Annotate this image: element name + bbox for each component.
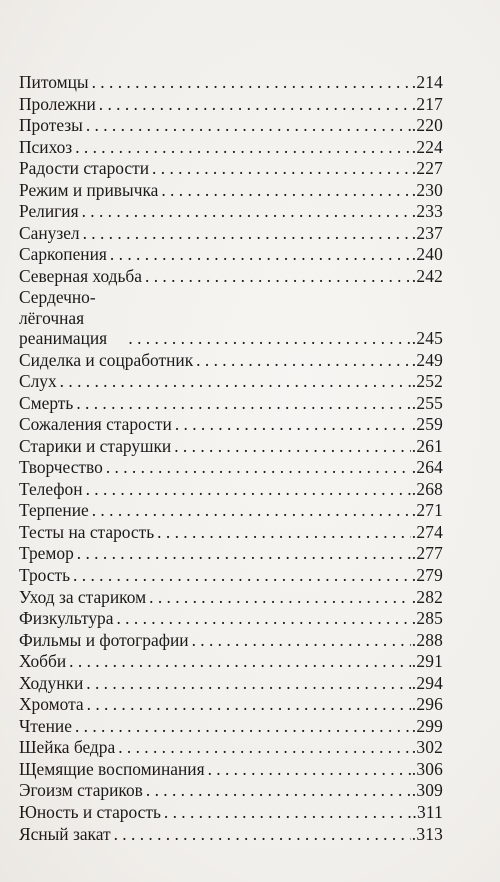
toc-entry-radosti-starosti bbox=[19, 158, 443, 179]
toc-entry-fizkultura bbox=[19, 608, 443, 629]
toc-entry-prolezhni bbox=[19, 94, 443, 115]
toc-entry-terpenie bbox=[19, 500, 443, 521]
toc-entry-sozhaleniya-starosti bbox=[19, 414, 443, 435]
toc-entry-title: Ясный закат bbox=[19, 823, 111, 844]
toc-entry-page: .224 bbox=[411, 136, 443, 157]
toc-entry-title: Смерть bbox=[19, 392, 74, 413]
dot-leader bbox=[152, 158, 411, 179]
dot-leader bbox=[106, 457, 411, 478]
toc-entry-title: Режим и привычка bbox=[19, 179, 159, 200]
toc-entry-sidelka-i-sotsrabotnik bbox=[19, 350, 443, 371]
toc-entry-trost bbox=[19, 565, 443, 586]
dot-leader bbox=[75, 137, 411, 158]
toc-entry-title: Религия bbox=[19, 201, 79, 222]
toc-entry-page: .259 bbox=[411, 414, 443, 435]
toc-entry-title: Сиделка и соцработник bbox=[19, 349, 194, 370]
toc-entry-title: Протезы bbox=[19, 115, 83, 136]
toc-entry-serdechno-legochnaya-reanimatsiya bbox=[19, 287, 443, 349]
table-of-contents bbox=[19, 72, 443, 845]
toc-entry-title: Юность и старость bbox=[19, 802, 161, 822]
dot-leader bbox=[145, 266, 411, 287]
toc-entry-page: .249 bbox=[411, 349, 443, 370]
toc-entry-page: .245 bbox=[411, 328, 443, 349]
toc-entry-page: .311 bbox=[412, 802, 443, 822]
dot-leader bbox=[92, 72, 411, 93]
toc-entry-page: .296 bbox=[411, 694, 443, 715]
dot-leader bbox=[146, 780, 411, 801]
toc-entry-page: .268 bbox=[411, 478, 443, 499]
toc-entry-title: Уход за стариком bbox=[19, 586, 147, 607]
toc-entry-page: .261 bbox=[411, 435, 443, 456]
toc-entry-title: Фильмы и фотографии bbox=[19, 629, 189, 650]
toc-entry-tremor bbox=[19, 543, 443, 564]
toc-entry-title: Старики и старушки bbox=[19, 435, 172, 456]
toc-entry-page: .313 bbox=[411, 823, 443, 844]
toc-entry-title: Щемящие воспоминания bbox=[19, 758, 205, 779]
toc-entry-title: Ходунки bbox=[19, 672, 84, 693]
toc-entry-slukh bbox=[19, 371, 443, 392]
dot-leader bbox=[76, 393, 410, 414]
toc-entry-title: Санузел bbox=[19, 222, 80, 243]
dot-leader bbox=[86, 673, 411, 694]
toc-entry-page: .306 bbox=[411, 758, 443, 779]
toc-entry-page: .217 bbox=[411, 93, 443, 114]
toc-entry-title: Психоз bbox=[19, 136, 73, 157]
toc-entry-page: .271 bbox=[411, 500, 443, 521]
toc-entry-yunost-i-starost bbox=[19, 802, 443, 823]
dot-leader bbox=[208, 759, 411, 780]
toc-entry-pitomtsy bbox=[19, 72, 443, 93]
toc-entry-title: Пролежни bbox=[19, 93, 96, 114]
toc-entry-page: .240 bbox=[411, 244, 443, 265]
toc-entry-title: Сожаления старости bbox=[19, 414, 172, 435]
toc-entry-title: Шейка бедра bbox=[19, 737, 116, 758]
dot-leader bbox=[118, 737, 411, 758]
toc-entry-page: .285 bbox=[411, 608, 443, 629]
toc-entry-page: .282 bbox=[411, 586, 443, 607]
toc-entry-title: Эгоизм стариков bbox=[19, 780, 143, 801]
dot-leader bbox=[149, 587, 411, 608]
toc-entry-title: Радости старости bbox=[19, 158, 150, 179]
dot-leader bbox=[116, 608, 410, 629]
toc-entry-title: Трость bbox=[19, 564, 71, 585]
dot-leader bbox=[174, 436, 411, 457]
dot-leader bbox=[73, 565, 411, 586]
toc-entry-title: Саркопения bbox=[19, 244, 107, 265]
toc-entry-ukhod-za-starikom bbox=[19, 587, 443, 608]
toc-entry-sheyka-bedra bbox=[19, 737, 443, 758]
dot-leader bbox=[77, 543, 411, 564]
toc-entry-title: Слух bbox=[19, 371, 57, 392]
dot-leader bbox=[157, 522, 411, 543]
toc-entry-filmy-i-fotografii bbox=[19, 630, 443, 651]
toc-entry-page: .299 bbox=[411, 715, 443, 736]
toc-entry-religiya bbox=[19, 201, 443, 222]
toc-entry-page: .291 bbox=[411, 651, 443, 672]
toc-entry-sarkopeniya bbox=[19, 244, 443, 265]
toc-entry-title: Творчество bbox=[19, 457, 103, 478]
toc-entry-title: Телефон bbox=[19, 478, 83, 499]
toc-entry-page: .230 bbox=[411, 179, 443, 200]
toc-entry-smert bbox=[19, 393, 443, 414]
toc-entry-page: .294 bbox=[411, 672, 443, 693]
toc-entry-page: .264 bbox=[411, 457, 443, 478]
toc-entry-page: .220 bbox=[411, 115, 443, 136]
toc-entry-shchemyashchie-vospominaniya bbox=[19, 759, 443, 780]
toc-entry-sanuzel bbox=[19, 223, 443, 244]
toc-entry-yasnyy-zakat bbox=[19, 824, 443, 845]
dot-leader bbox=[192, 630, 411, 651]
toc-entry-page: .288 bbox=[411, 629, 443, 650]
dot-leader bbox=[196, 350, 411, 371]
dot-leader bbox=[92, 500, 411, 521]
toc-entry-khromota bbox=[19, 694, 443, 715]
toc-entry-page: .233 bbox=[411, 201, 443, 222]
dot-leader bbox=[164, 802, 412, 823]
toc-entry-psikhoz bbox=[19, 137, 443, 158]
toc-entry-title: Хромота bbox=[19, 694, 84, 715]
dot-leader bbox=[99, 94, 411, 115]
toc-entry-title: Сердечно-лёгочная реанимация bbox=[19, 287, 108, 349]
toc-entry-egoizm-starikov bbox=[19, 780, 443, 801]
toc-entry-title: Чтение bbox=[19, 715, 72, 736]
dot-leader bbox=[161, 180, 410, 201]
dot-leader bbox=[86, 479, 411, 500]
toc-entry-title: Терпение bbox=[19, 500, 89, 521]
toc-entry-protezy bbox=[19, 115, 443, 136]
toc-entry-page: .279 bbox=[411, 564, 443, 585]
toc-entry-title: Физкультура bbox=[19, 608, 114, 629]
toc-entry-page: .309 bbox=[411, 780, 443, 801]
toc-entry-page: .302 bbox=[411, 737, 443, 758]
dot-leader bbox=[175, 414, 411, 435]
dot-leader bbox=[110, 244, 411, 265]
toc-entry-testy-na-starost bbox=[19, 522, 443, 543]
dot-leader bbox=[69, 651, 411, 672]
toc-entry-stariki-i-starushki bbox=[19, 436, 443, 457]
toc-entry-title: Питомцы bbox=[19, 72, 89, 92]
toc-entry-page: .214 bbox=[411, 72, 443, 92]
toc-entry-page: .255 bbox=[411, 392, 443, 413]
toc-entry-telefon bbox=[19, 479, 443, 500]
dot-leader bbox=[87, 694, 411, 715]
toc-entry-khodunki bbox=[19, 673, 443, 694]
toc-entry-severnaya-khodba bbox=[19, 266, 443, 287]
toc-entry-page: .277 bbox=[411, 543, 443, 564]
toc-entry-page: .252 bbox=[411, 371, 443, 392]
dot-leader bbox=[82, 201, 411, 222]
toc-entry-rezhim-i-privychka bbox=[19, 180, 443, 201]
toc-entry-page: .237 bbox=[411, 222, 443, 243]
dot-leader bbox=[75, 716, 411, 737]
toc-entry-title: Хобби bbox=[19, 651, 67, 672]
toc-entry-title: Северная ходьба bbox=[19, 265, 142, 286]
toc-entry-tvorchestvo bbox=[19, 457, 443, 478]
toc-entry-page: .242 bbox=[411, 265, 443, 286]
dot-leader bbox=[114, 824, 411, 845]
toc-entry-page: .274 bbox=[411, 521, 443, 542]
toc-entry-khobbi bbox=[19, 651, 443, 672]
dot-leader bbox=[86, 115, 411, 136]
toc-entry-title: Тесты на старость bbox=[19, 521, 155, 542]
toc-entry-chtenie bbox=[19, 716, 443, 737]
dot-leader bbox=[128, 328, 410, 349]
dot-leader bbox=[83, 223, 411, 244]
toc-entry-title: Тремор bbox=[19, 543, 74, 564]
toc-entry-page: .227 bbox=[411, 158, 443, 179]
dot-leader bbox=[60, 371, 411, 392]
